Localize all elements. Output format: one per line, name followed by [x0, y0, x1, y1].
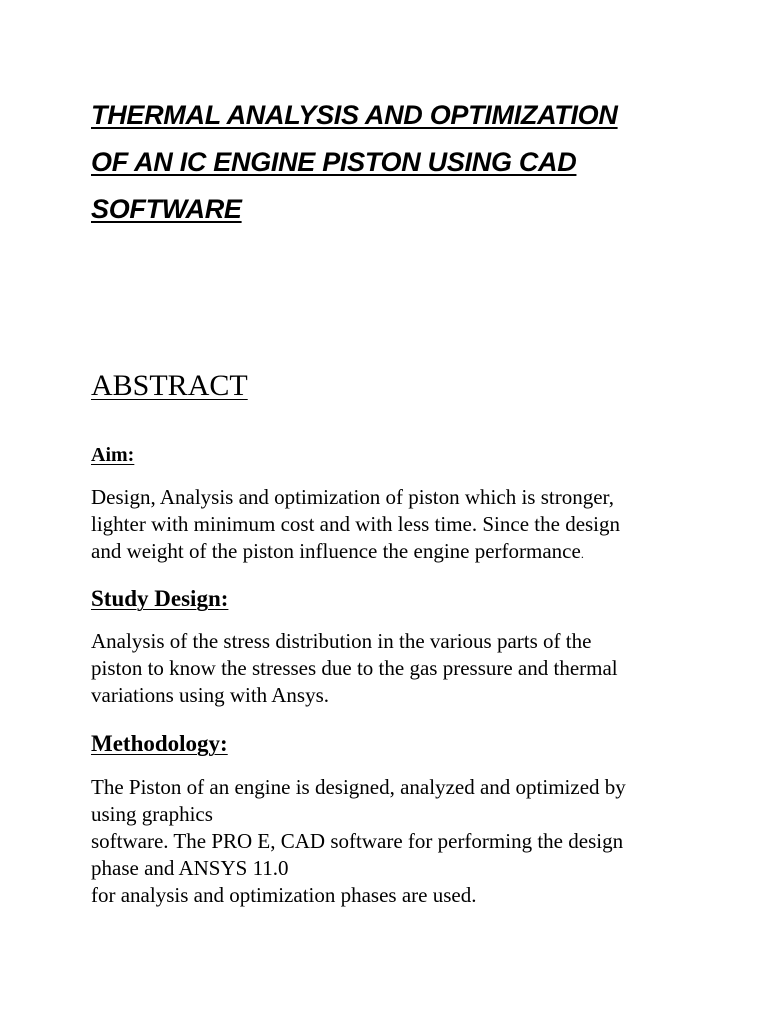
paragraph-line: [91, 538, 691, 568]
paragraph-line: The Piston of an engine is designed, analyzed and optimized by: [91, 775, 626, 799]
study-design-paragraph: [91, 628, 691, 709]
aim-heading: Aim:: [91, 444, 135, 466]
methodology-heading: Methodology:: [91, 731, 228, 756]
methodology-paragraph: [91, 774, 691, 909]
document-title: [91, 92, 691, 233]
paragraph-line: software. The PRO E, CAD software for performing the design: [91, 829, 624, 853]
paragraph-line: using graphics: [91, 802, 213, 826]
aim-paragraph: [91, 484, 691, 568]
paragraph-line-text: and weight of the piston influence the engine performance: [91, 539, 581, 563]
paragraph-line: piston to know the stresses due to the gas pressure and thermal: [91, 656, 618, 680]
title-line: THERMAL ANALYSIS AND OPTIMIZATION: [91, 100, 618, 130]
paragraph-line: for analysis and optimization phases are used.: [91, 883, 477, 907]
paragraph-line: Design, Analysis and optimization of piston which is stronger,: [91, 485, 614, 509]
title-line: OF AN IC ENGINE PISTON USING CAD: [91, 147, 577, 177]
paragraph-line-period: .: [580, 547, 584, 561]
abstract-heading: ABSTRACT: [91, 369, 248, 402]
paragraph-line: lighter with minimum cost and with less time. Since the design: [91, 512, 621, 536]
title-line: SOFTWARE: [91, 194, 242, 224]
paragraph-line: phase and ANSYS 11.0: [91, 856, 289, 880]
study-design-heading: Study Design:: [91, 586, 229, 611]
paragraph-line: Analysis of the stress distribution in the various parts of the: [91, 629, 592, 653]
paragraph-line: variations using with Ansys.: [91, 683, 330, 707]
